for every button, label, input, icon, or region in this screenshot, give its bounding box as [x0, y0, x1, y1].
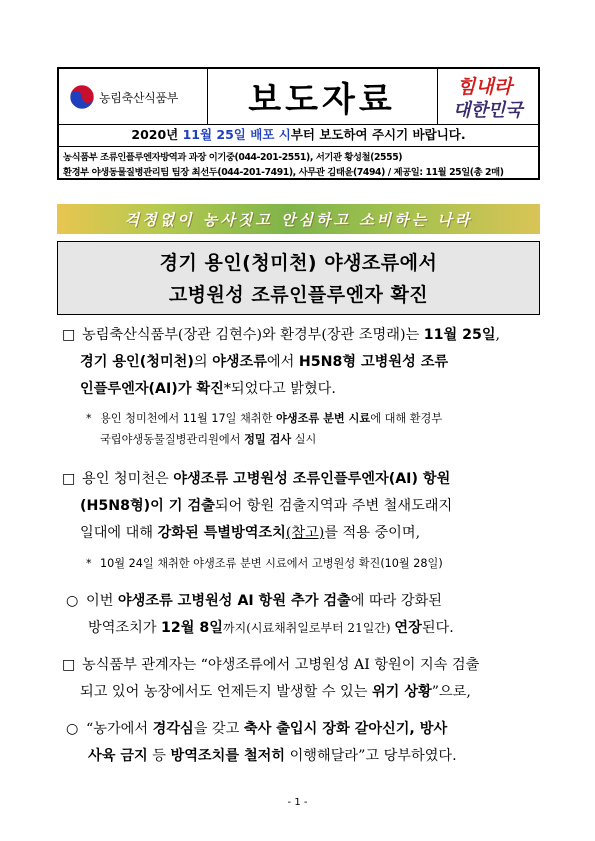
release-notice: [59, 124, 538, 147]
slogan-banner: [57, 204, 540, 234]
emphasis: 야생조류 분변 시료: [275, 412, 371, 425]
paragraph-line: [62, 376, 500, 403]
text-run: 에서: [266, 354, 299, 370]
emphasis: 12월 8일: [161, 620, 224, 636]
paragraph-line: [66, 588, 454, 615]
slogan-logo: [437, 69, 538, 124]
emphasis: 연장: [394, 620, 422, 636]
emphasis: 11월 25일: [423, 327, 496, 343]
text-run: “농가에서: [86, 721, 153, 737]
paragraph-line: [62, 520, 452, 547]
emphasis: 인플루엔자(AI)가 확진: [80, 381, 224, 397]
emphasis: 야생조류 고병원성 AI 항원 추가 검출: [117, 593, 351, 609]
slogan-line-2: 대한민국: [453, 100, 523, 121]
emphasis: 경기 용인(청미천): [80, 354, 194, 370]
text-run: 용인 청미천은: [82, 471, 174, 487]
ministry-name: 농림축산식품부: [99, 91, 179, 105]
taegeuk-emblem-icon: [69, 84, 95, 110]
text-run: 의: [193, 354, 213, 370]
square-bullet: □: [62, 471, 76, 487]
emphasis: (H5N8형)이 기 검출: [80, 498, 215, 514]
text-run: 이번: [86, 593, 118, 609]
paragraph-4: [62, 652, 479, 706]
text-run: 농림축산식품부(장관 김현수)와 환경부(장관 조명래)는: [82, 327, 424, 343]
note-text: 10월 24일 채취한 야생조류 분변 시료에서 고병원성 확진(10월 28일): [100, 557, 443, 570]
text-run: 된다.: [421, 620, 454, 636]
release-date: 11월 25일 배포 시: [182, 127, 291, 142]
emphasis: 축사 출입시 장화 갈아신기, 방사: [243, 721, 448, 737]
header-top-row: [59, 69, 538, 125]
headline-box: [57, 241, 540, 315]
paragraph-line: [62, 466, 452, 493]
emphasis: 위기 상황: [371, 684, 432, 700]
release-notice-post: 부터 보도하여 주시기 바랍니다.: [290, 127, 466, 142]
text-run: 국립야생동물질병관리원에서: [100, 433, 245, 446]
square-bullet: □: [62, 657, 76, 673]
paragraph-line: [62, 679, 479, 706]
circle-bullet: ○: [66, 593, 79, 609]
contact-line-2: 환경부 야생동물질병관리팀 팀장 최선두(044-201-7491), 사무관 김태윤(7494) / 제공일: 11월 25일(총 2매): [63, 167, 504, 178]
text-run: 되어 항원 검출지역과 주변 철새도래지: [214, 498, 453, 514]
reference-link[interactable]: (참고): [285, 525, 325, 541]
paragraph-5: [66, 716, 457, 770]
paragraph-2: [62, 466, 452, 547]
headline-line-1: 경기 용인(청미천) 야생조류에서: [159, 252, 438, 274]
text-run: 를 적용 중이며,: [324, 525, 421, 541]
document-title: 보도자료: [207, 69, 438, 124]
paragraph-line: [66, 743, 457, 770]
paragraph-1: [62, 322, 500, 403]
page-number: - 1 -: [287, 797, 308, 808]
emphasis: 야생조류: [212, 354, 267, 370]
square-bullet: □: [62, 327, 76, 343]
emphasis: H5N8형 고병원성 조류: [298, 354, 449, 370]
text-run: 일대에 대해: [80, 525, 158, 541]
text-run: 실시: [291, 433, 317, 446]
paragraph-line: [66, 615, 454, 642]
text-run: 이행해달라”고 당부하였다.: [285, 748, 457, 764]
asterisk-marker: *: [86, 412, 92, 425]
emphasis: 강화된 특별방역조치: [157, 525, 286, 541]
text-run: 등: [147, 748, 171, 764]
paragraph-line: [62, 652, 479, 679]
press-release-header: [57, 67, 540, 180]
text-run: 방역조치가: [88, 620, 162, 636]
emphasis: 방역조치를 철저히: [170, 748, 286, 764]
paragraph-line: [62, 349, 500, 376]
asterisk-marker: *: [86, 557, 92, 570]
text-run: ”으로,: [431, 684, 471, 700]
text-run: 용인 청미천에서 11월 17일 채취한: [100, 412, 276, 425]
text-run: *되었다고 밝혔다.: [223, 381, 336, 397]
emphasis: 야생조류 고병원성 조류인플루엔자(AI) 항원: [173, 471, 451, 487]
paragraph-3: [66, 588, 454, 642]
emphasis: 사육 금지: [88, 748, 148, 764]
slogan-line-1: 힘내라: [457, 76, 513, 98]
emphasis: 경각심: [152, 721, 194, 737]
text-run: 에 따라 강화된: [350, 593, 443, 609]
note-line: [86, 429, 442, 450]
contact-line-1: 농식품부 조류인플루엔자방역과 과장 이기중(044-201-2551), 서기관 황성철(2555): [63, 152, 403, 163]
text-run: 을 갖고: [193, 721, 244, 737]
text-run: 농식품부 관계자는 “야생조류에서 고병원성 AI 항원이 지속 검출: [82, 657, 480, 673]
text-run: 에 대해 환경부: [370, 412, 443, 425]
footnote-1: [86, 408, 442, 450]
paragraph-line: [66, 716, 457, 743]
text-run: ,: [495, 327, 501, 343]
paragraph-line: [62, 322, 500, 349]
note-line: [86, 408, 442, 429]
text-run: 까지(시료채취일로부터 21일간): [223, 621, 395, 635]
text-run: 되고 있어 농장에서도 언제든지 발생할 수 있는: [80, 684, 372, 700]
ministry-logo-cell: [59, 69, 208, 124]
banner-text: 걱정없이 농사짓고 안심하고 소비하는 나라: [124, 210, 473, 229]
emphasis: 정밀 검사: [244, 433, 292, 446]
paragraph-line: [62, 493, 452, 520]
release-notice-pre: 2020년: [131, 127, 183, 142]
circle-bullet: ○: [66, 721, 79, 737]
footnote-2: [86, 553, 443, 574]
headline-line-2: 고병원성 조류인플루엔자 확진: [168, 284, 429, 306]
